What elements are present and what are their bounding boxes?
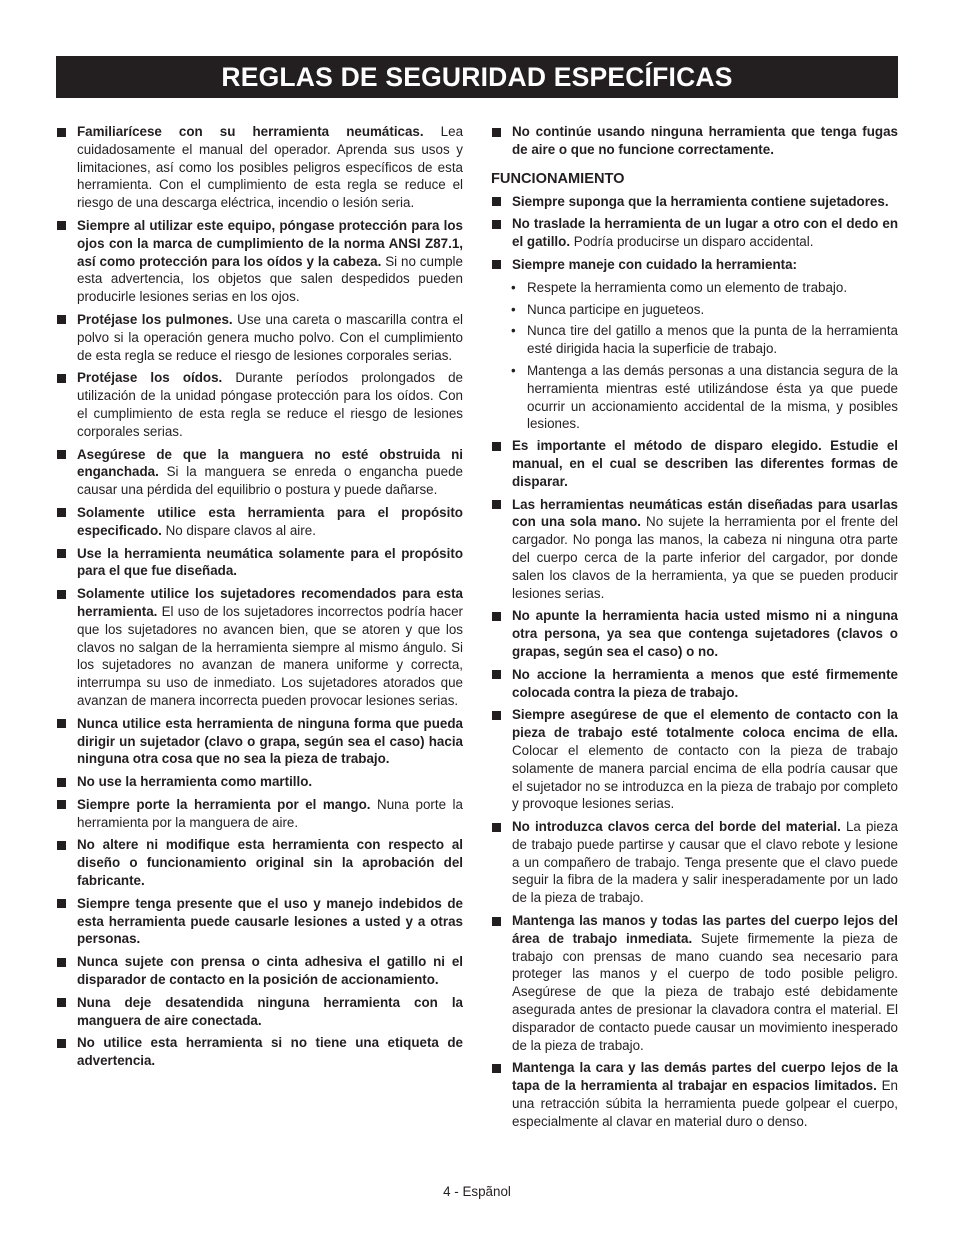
dot-bullet-icon: • [511,279,516,295]
rule-bold-text: No utilice esta herramienta si no tiene una etiqueta de advertencia. [77,1035,463,1069]
square-bullet-icon [57,128,66,137]
rule-bold-text: Solamente utilice esta herramienta para el propósito especificado. [77,504,463,538]
rule-text: Nuna porte la herramienta por la manguera de aire. [77,796,463,830]
rule-bold-text: Solamente utilice los sujetadores recomendados para esta herramienta. [77,586,463,619]
square-bullet-icon [492,128,501,137]
rule-item [491,256,898,274]
rule-item [491,496,898,603]
rule-text: Podría producirse un disparo accidental. [570,234,814,250]
rule-bold-text: Familiarícese con su herramienta neumáticas. [77,124,424,139]
rule-text: Colocar el elemento de contacto con la pieza de trabajo solamente de manera parcial encima de ella podría causar que el sujetador no se introduzca en la pieza de trabajo por completo y provoque lesiones serias. [512,742,898,812]
square-bullet-icon [57,958,66,967]
square-bullet-icon [57,841,66,850]
square-bullet-icon [492,917,501,926]
rule-item [491,912,898,1054]
rule-item [491,123,898,159]
square-bullet-icon [57,549,66,558]
rule-item [56,994,463,1030]
title-bar [56,56,898,98]
rule-item [56,836,463,889]
rule-text: No sujete la herramienta por el frente del cargador. No ponga las manos, la cabeza ni ninguna otra parte del cuerpo cerca de la parte inferior del cargador, por donde salen los clavos de la herramienta, ya que se pueden producir lesiones serias. [512,514,898,601]
rule-bold-text: Es importante el método de disparo elegido. Estudie el manual, en el cual se describen las diferentes formas de disparar. [512,438,898,489]
square-bullet-icon [492,220,501,229]
square-bullet-icon [492,670,501,679]
square-bullet-icon [57,221,66,230]
rule-bold-text: Protéjase los pulmones. [77,311,233,327]
sub-bullet-text: Mantenga a las demás personas a una distancia segura de la herramienta mientras esté utilizándose ésta ya que puede ocurrir un accionamiento accidental de la misma, y posibles lesiones. [527,362,898,432]
dot-bullet-icon: • [511,323,516,339]
square-bullet-icon [57,800,66,809]
rule-bold-text: Siempre maneje con cuidado la herramienta: [512,256,798,272]
page-footer: 4 - Espãnol [443,1184,511,1199]
square-bullet-icon [57,450,66,459]
rule-bold-text: No accione la herramienta a menos que esté firmemente colocada contra la pieza de trabajo. [512,666,898,700]
square-bullet-icon [492,500,501,509]
sub-bullet-item [491,322,898,358]
rule-text: Use una careta o mascarilla contra el polvo si la operación genera mucho polvo. Con el cumplimiento de esta regla se reduce el riesgo de lesiones corporales serias. [77,311,463,363]
rule-item [56,369,463,440]
square-bullet-icon [57,778,66,787]
rule-text: Sujete firmemente la pieza de trabajo con prensas de mano cuando sea necesario para proteger las manos y el cuerpo de todo posible peligro. Asegúrese de que la pieza de trabajo esté debidamente asegurada antes de presionar la clavadora contra el material. El disparador de contacto puede causar un movimiento inesperado de la pieza de trabajo. [512,930,899,1053]
rule-item [56,545,463,581]
rule-item [491,193,898,211]
rule-text: Lea cuidadosamente el manual del operador. Aprenda sus usos y limitaciones, así como los posibles peligros específicos de esta herramienta. Con el cumplimiento de esta regla se reduce el riesgo de una descarga eléctrica, incendio o lesión seria. [77,124,464,211]
rule-bold-text: Nunca sujete con prensa o cinta adhesiva el gatillo ni el disparador de contacto en la posición de accionamiento. [77,954,463,988]
right-column [491,123,898,1136]
sub-bullet-text: Nunca tire del gatillo a menos que la punta de la herramienta esté dirigida hacia la superficie de trabajo. [527,323,898,357]
sub-bullet-text: Nunca participe en jugueteos. [527,301,705,317]
rule-bold-text: Siempre tenga presente que el uso y manejo indebidos de esta herramienta puede causarle lesiones a usted y a otras personas. [77,895,463,947]
rule-item [56,715,463,768]
square-bullet-icon [492,260,501,269]
square-bullet-icon [57,590,66,599]
rule-bold-text: Nunca utilice esta herramienta de ninguna forma que pueda dirigir un sujetador (clavo o grapa, según sea el caso) hacia ninguna otra cosa que no sea la pieza de trabajo. [77,715,463,767]
rule-bold-text: No use la herramienta como martillo. [77,774,313,790]
rule-item [56,123,463,212]
rule-bold-text: No apunte la herramienta hacia usted mismo ni a ninguna otra persona, ya sea que contenga sujetadores (clavos o grapas, según sea el caso) o no. [512,608,898,659]
rule-bold-text: No altere ni modifique esta herramienta con respecto al diseño o funcionamiento original sin la aprobación del fabricante. [77,837,463,889]
rule-text: Si no cumple esta advertencia, los objetos que salen despedidos pueden producirle lesiones serias en los ojos. [77,253,463,305]
rule-bold-text: Mantenga la cara y las demás partes del cuerpo lejos de la tapa de la herramienta al trabajar en espacios limitados. [512,1060,898,1094]
rule-item [56,1034,463,1070]
sub-bullet-item [491,301,898,319]
sub-bullet-text: Respete la herramienta como un elemento de trabajo. [527,279,848,295]
square-bullet-icon [492,711,501,720]
rule-bold-text: No introduzca clavos cerca del borde del material. [512,819,841,835]
square-bullet-icon [492,197,501,206]
rule-item [491,215,898,251]
dot-bullet-icon: • [511,301,516,317]
square-bullet-icon [492,442,501,451]
rule-bold-text: Siempre asegúrese de que el elemento de contacto con la pieza de trabajo esté totalmente coloca encima de ella. [512,707,898,741]
rule-bold-text: No continúe usando ninguna herramienta que tenga fugas de aire o que no funcione correctamente. [512,124,898,157]
rule-text: Durante períodos prolongados de utilización de la unidad póngase protección para los oídos. Con el cumplimiento de esta regla se reduce el riesgo de lesiones corporales serias. [77,370,463,439]
rule-item [56,953,463,989]
square-bullet-icon [57,719,66,728]
rule-item [491,1059,898,1130]
rule-item [56,217,463,306]
square-bullet-icon [492,1064,501,1073]
square-bullet-icon [57,1039,66,1048]
left-column [56,123,463,1075]
rule-item [56,895,463,948]
section-heading: FUNCIONAMIENTO [491,170,625,187]
square-bullet-icon [57,374,66,383]
sub-bullet-item [491,279,898,297]
rule-item [491,818,898,907]
rule-bold-text: Siempre al utilizar este equipo, póngase protección para los ojos con la marca de cumplimiento de la norma ANSI Z87.1, así como protección para los oídos y la cabeza. [77,217,463,269]
page-title: REGLAS DE SEGURIDAD ESPECÍFICAS [221,61,733,92]
square-bullet-icon [492,612,501,621]
rule-item [56,796,463,832]
rule-text: El uso de los sujetadores incorrectos podría hacer que los sujetadores no avancen bien, que se atoren y que los clavos no salgan de la herramienta siempre al mismo ángulo. Si los sujetadores no avanzan de manera uniforme y correcta, interrumpa su uso de inmediato. Los sujetadores atorados que avanzan de manera incorrecta pueden provocar lesiones serias. [77,603,463,708]
rule-bold-text: Siempre suponga que la herramienta contiene sujetadores. [512,193,889,209]
rule-item [491,437,898,490]
sub-bullet-item [491,362,898,433]
rule-bold-text: Las herramientas neumáticas están diseñadas para usarlas con una sola mano. [512,496,898,530]
rule-item [56,504,463,540]
rule-item [56,585,463,710]
rule-bold-text: Mantenga las manos y todas las partes del cuerpo lejos del área de trabajo inmediata. [512,913,898,946]
rule-bold-text: No traslade la herramienta de un lugar a otro con el dedo en el gatillo. [512,216,898,250]
rule-text: Si la manguera se enreda o engancha puede causar una pérdida del equilibrio o postura y puede dañarse. [77,464,463,498]
rule-bold-text: Protéjase los oídos. [77,370,223,386]
rule-item [491,666,898,702]
rule-text: No dispare clavos al aire. [161,522,316,538]
square-bullet-icon [57,315,66,324]
rule-bold-text: Nuna deje desatendida ninguna herramienta con la manguera de aire conectada. [77,994,463,1028]
rule-bold-text: Use la herramienta neumática solamente para el propósito para el que fue diseñada. [77,545,463,579]
rule-bold-text: Asegúrese de que la manguera no esté obstruida ni enganchada. [77,446,463,480]
dot-bullet-icon: • [511,362,516,378]
rule-item [491,706,898,813]
rule-text: La pieza de trabajo puede partirse y causar que el clavo rebote y lesione a un compañero de trabajo. Tenga presente que el clavo puede seguir la fibra de la madera y salir inesperadamente por un lado de la pieza de trabajo. [512,819,898,906]
square-bullet-icon [57,998,66,1007]
rule-item [56,773,463,791]
square-bullet-icon [57,508,66,517]
square-bullet-icon [57,899,66,908]
rule-item [56,311,463,364]
rule-item [491,607,898,660]
rule-item [56,446,463,499]
square-bullet-icon [492,823,501,832]
rule-text: En una retracción súbita la herramienta puede golpear el cuerpo, especialmente al clavar en material duro o denso. [512,1078,898,1129]
rule-bold-text: Siempre porte la herramienta por el mango. [77,796,371,812]
